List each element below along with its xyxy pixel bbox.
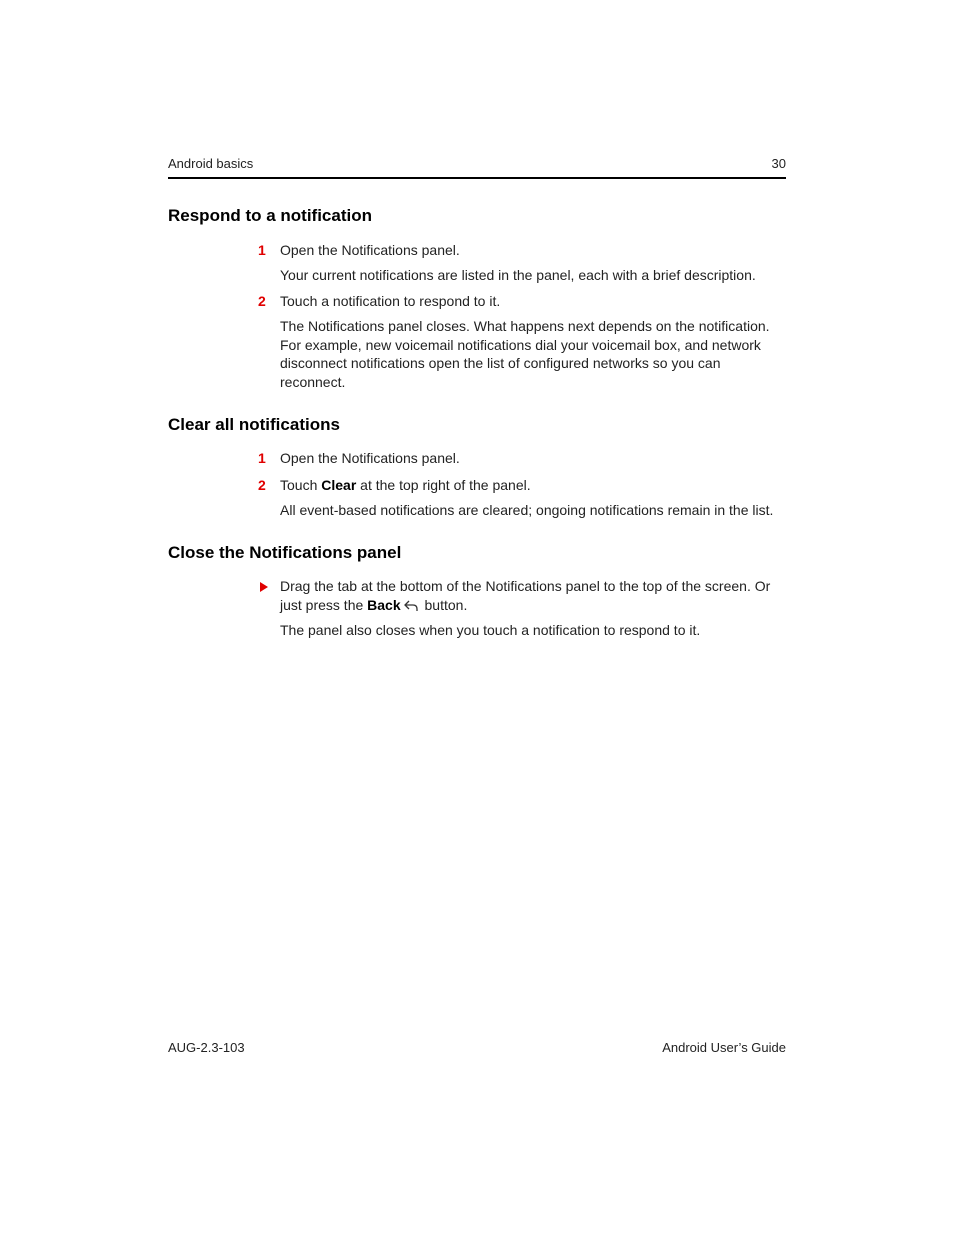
section-title-close: Close the Notifications panel [168, 543, 402, 562]
step-note: The Notifications panel closes. What happens next depends on the notification. For example, new voicemail notifications dial your voicemail box, and network disconnect notifications open the list of configured networks so you can reconnect. [280, 318, 770, 390]
back-button-label: Back [367, 597, 401, 613]
step-number: 1 [258, 450, 266, 466]
step-text: Open the Notifications panel. [280, 450, 460, 466]
bullet-triangle-icon [260, 582, 268, 592]
step-text: Touch Clear at the top right of the panel. [280, 477, 531, 493]
clear-button-label: Clear [321, 477, 357, 493]
back-arrow-icon [403, 598, 419, 617]
section-title-respond: Respond to a notification [168, 206, 372, 225]
page-number: 30 [771, 156, 786, 171]
header-section: Android basics [168, 156, 254, 171]
running-header [168, 155, 786, 179]
section-note: The panel also closes when you touch a notification to respond to it. [280, 622, 701, 638]
step-number: 2 [258, 293, 266, 309]
step-text: Touch a notification to respond to it. [280, 293, 501, 309]
step-text: Open the Notifications panel. [280, 242, 460, 258]
step-number: 1 [258, 242, 266, 258]
footer-title: Android User’s Guide [662, 1040, 786, 1055]
section-title-clear: Clear all notifications [168, 415, 340, 434]
bullet-text: Drag the tab at the bottom of the Notifications panel to the top of the screen. Or just press the Back button. [280, 577, 788, 617]
step-note: All event-based notifications are cleared; ongoing notifications remain in the list. [280, 502, 774, 518]
step-note: Your current notifications are listed in the panel, each with a brief description. [280, 267, 756, 283]
step-number: 2 [258, 477, 266, 493]
footer-doc-id: AUG-2.3-103 [168, 1040, 245, 1055]
